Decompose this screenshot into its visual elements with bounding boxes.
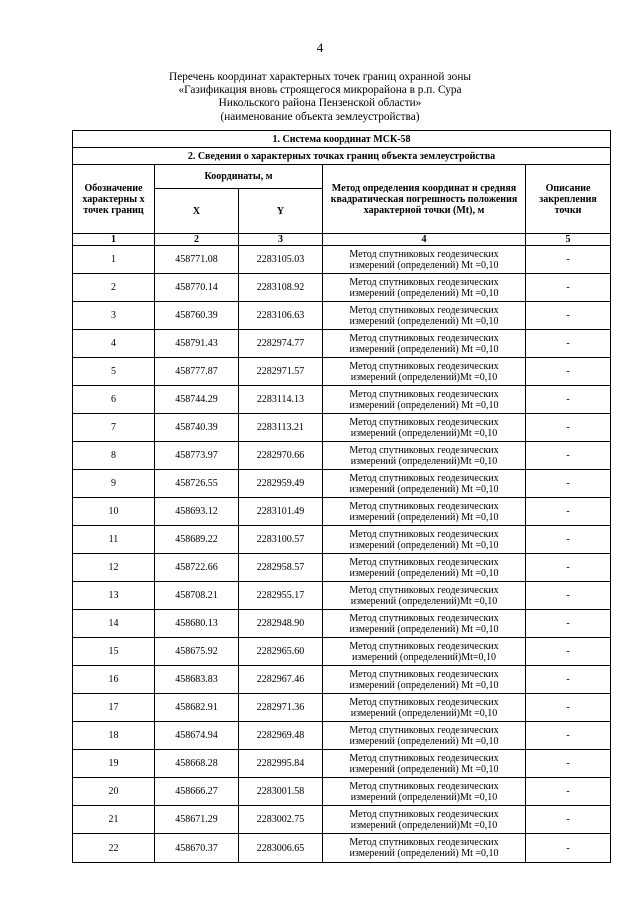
method-line: Метод спутниковых геодезических	[349, 304, 499, 316]
y-coordinate-cell: 2283114.13	[239, 386, 323, 414]
method-cell	[323, 498, 526, 526]
table-row	[73, 498, 611, 526]
x-coordinate-cell: 458693.12	[155, 498, 239, 526]
y-coordinate-cell: 2283100.57	[239, 526, 323, 554]
method-cell	[323, 246, 526, 274]
y-coordinate-cell: 2282958.57	[239, 554, 323, 582]
x-coordinate-cell: 458666.27	[155, 778, 239, 806]
method-line: измерений (определений) Mt =0,10	[349, 259, 499, 271]
method-line: измерений (определений)Mt =0,10	[350, 427, 498, 439]
y-coordinate-cell: 2282955.17	[239, 582, 323, 610]
description-cell: -	[526, 666, 611, 694]
y-coordinate-cell: 2283001.58	[239, 778, 323, 806]
point-number-cell: 11	[73, 526, 155, 554]
x-coordinate-cell: 458680.13	[155, 610, 239, 638]
table-row	[73, 554, 611, 582]
method-line: Метод спутниковых геодезических	[349, 837, 499, 848]
table-row	[73, 778, 611, 806]
x-coordinate-cell: 458682.91	[155, 694, 239, 722]
column-number: 2	[155, 234, 239, 246]
y-coordinate-cell: 2282974.77	[239, 330, 323, 358]
y-coordinate-cell: 2282969.48	[239, 722, 323, 750]
table-row	[73, 302, 611, 330]
coordinates-table	[72, 130, 611, 863]
section-info-row: 2. Сведения о характерных точках границ объекта землеустройства	[73, 148, 611, 165]
method-line: Метод спутниковых геодезических	[349, 640, 499, 652]
method-line: Метод спутниковых геодезических	[349, 752, 499, 764]
heading-line: «Газификация вновь строящегося микрорайона в р.п. Сура	[178, 84, 462, 97]
description-cell: -	[526, 526, 611, 554]
description-cell: -	[526, 470, 611, 498]
point-number-cell: 15	[73, 638, 155, 666]
x-coordinate-cell: 458722.66	[155, 554, 239, 582]
method-line: измерений (определений)Mt =0,10	[350, 707, 498, 719]
description-cell: -	[526, 554, 611, 582]
header-description: Описание закрепления точки	[526, 165, 611, 234]
x-coordinate-cell: 458771.08	[155, 246, 239, 274]
y-coordinate-cell: 2283106.63	[239, 302, 323, 330]
method-cell	[323, 694, 526, 722]
method-line: измерений (определений) Mt =0,10	[349, 735, 499, 747]
table-row	[73, 694, 611, 722]
column-number: 3	[239, 234, 323, 246]
point-number-cell: 7	[73, 414, 155, 442]
x-coordinate-cell: 458708.21	[155, 582, 239, 610]
x-coordinate-cell: 458683.83	[155, 666, 239, 694]
x-coordinate-cell: 458670.37	[155, 834, 239, 863]
method-cell	[323, 358, 526, 386]
method-line: измерений (определений) Mt =0,10	[349, 567, 499, 579]
method-line: Метод спутниковых геодезических	[349, 612, 499, 624]
point-number-cell: 1	[73, 246, 155, 274]
x-coordinate-cell: 458689.22	[155, 526, 239, 554]
method-line: Метод спутниковых геодезических	[349, 528, 499, 540]
table-row	[73, 834, 611, 863]
x-coordinate-cell: 458674.94	[155, 722, 239, 750]
header-coordinates: Координаты, м	[155, 165, 323, 189]
x-coordinate-cell: 458773.97	[155, 442, 239, 470]
method-cell	[323, 414, 526, 442]
method-cell	[323, 274, 526, 302]
y-coordinate-cell: 2282970.66	[239, 442, 323, 470]
method-line: Метод спутниковых геодезических	[349, 556, 499, 568]
x-coordinate-cell: 458744.29	[155, 386, 239, 414]
method-cell	[323, 582, 526, 610]
y-coordinate-cell: 2282971.57	[239, 358, 323, 386]
method-line: измерений (определений) Mt =0,10	[349, 287, 499, 299]
y-coordinate-cell: 2283002.75	[239, 806, 323, 834]
table-row	[73, 274, 611, 302]
method-line: измерений (определений) Mt =0,10	[349, 511, 499, 523]
method-line: измерений (определений) Mt =0,10	[349, 343, 499, 355]
description-cell: -	[526, 638, 611, 666]
method-line: измерений (определений)Mt =0,10	[350, 595, 498, 607]
document-heading	[130, 71, 510, 124]
x-coordinate-cell: 458675.92	[155, 638, 239, 666]
point-number-cell: 19	[73, 750, 155, 778]
table-row	[73, 750, 611, 778]
point-number-cell: 17	[73, 694, 155, 722]
table-row	[73, 610, 611, 638]
method-line: измерений (определений) Mt =0,10	[349, 539, 499, 551]
header-y: Y	[239, 189, 323, 234]
method-line: Метод спутниковых геодезических	[349, 416, 499, 428]
description-cell: -	[526, 246, 611, 274]
description-cell: -	[526, 442, 611, 470]
table-row	[73, 470, 611, 498]
table-row	[73, 806, 611, 834]
y-coordinate-cell: 2283108.92	[239, 274, 323, 302]
point-number-cell: 3	[73, 302, 155, 330]
method-line: измерений (определений) Mt =0,10	[349, 848, 499, 859]
method-cell	[323, 778, 526, 806]
header-x: X	[155, 189, 239, 234]
method-line: измерений (определений)Mt=0,10	[351, 651, 497, 663]
y-coordinate-cell: 2283101.49	[239, 498, 323, 526]
method-cell	[323, 526, 526, 554]
coordinate-system-row: 1. Система координат МСК-58	[73, 131, 611, 148]
method-line: Метод спутниковых геодезических	[349, 780, 499, 792]
point-number-cell: 16	[73, 666, 155, 694]
x-coordinate-cell: 458740.39	[155, 414, 239, 442]
description-cell: -	[526, 274, 611, 302]
table-row	[73, 246, 611, 274]
method-line: Метод спутниковых геодезических	[349, 360, 499, 372]
description-cell: -	[526, 582, 611, 610]
method-line: Метод спутниковых геодезических	[349, 668, 499, 680]
description-cell: -	[526, 694, 611, 722]
x-coordinate-cell: 458777.87	[155, 358, 239, 386]
point-number-cell: 4	[73, 330, 155, 358]
method-cell	[323, 554, 526, 582]
y-coordinate-cell: 2282965.60	[239, 638, 323, 666]
heading-caption: (наименование объекта землеустройства)	[220, 110, 420, 123]
table-row	[73, 442, 611, 470]
x-coordinate-cell: 458770.14	[155, 274, 239, 302]
table-row	[73, 526, 611, 554]
point-number-cell: 2	[73, 274, 155, 302]
method-cell	[323, 666, 526, 694]
point-number-cell: 13	[73, 582, 155, 610]
x-coordinate-cell: 458726.55	[155, 470, 239, 498]
point-number-cell: 22	[73, 834, 155, 863]
point-number-cell: 14	[73, 610, 155, 638]
table-row	[73, 414, 611, 442]
description-cell: -	[526, 778, 611, 806]
heading-line: Перечень координат характерных точек границ охранной зоны	[169, 71, 471, 83]
table-row	[73, 666, 611, 694]
header-method: Метод определения координат и средняя квадратическая погрешность положения характерной точки (Mt), м	[323, 165, 526, 234]
table-row	[73, 638, 611, 666]
method-cell	[323, 330, 526, 358]
point-number-cell: 10	[73, 498, 155, 526]
table-row	[73, 582, 611, 610]
method-line: Метод спутниковых геодезических	[349, 584, 499, 596]
point-number-cell: 18	[73, 722, 155, 750]
description-cell: -	[526, 610, 611, 638]
description-cell: -	[526, 330, 611, 358]
method-line: Метод спутниковых геодезических	[349, 472, 499, 484]
method-line: измерений (определений)Mt =0,10	[350, 455, 498, 467]
method-cell	[323, 470, 526, 498]
method-line: измерений (определений) Mt =0,10	[349, 623, 499, 635]
method-line: Метод спутниковых геодезических	[349, 808, 499, 820]
description-cell: -	[526, 834, 611, 863]
table-row	[73, 386, 611, 414]
method-line: измерений (определений)Mt =0,10	[350, 819, 498, 831]
method-line: Метод спутниковых геодезических	[349, 696, 499, 708]
point-number-cell: 21	[73, 806, 155, 834]
method-cell	[323, 610, 526, 638]
column-number: 1	[73, 234, 155, 246]
method-line: Метод спутниковых геодезических	[349, 444, 499, 456]
y-coordinate-cell: 2283006.65	[239, 834, 323, 863]
method-line: измерений (определений) Mt =0,10	[349, 483, 499, 495]
method-line: Метод спутниковых геодезических	[349, 276, 499, 288]
page-number: 4	[316, 40, 324, 55]
method-line: измерений (определений)Mt =0,10	[350, 791, 498, 803]
description-cell: -	[526, 750, 611, 778]
point-number-cell: 5	[73, 358, 155, 386]
y-coordinate-cell: 2282948.90	[239, 610, 323, 638]
x-coordinate-cell: 458791.43	[155, 330, 239, 358]
y-coordinate-cell: 2282959.49	[239, 470, 323, 498]
description-cell: -	[526, 386, 611, 414]
description-cell: -	[526, 722, 611, 750]
method-line: Метод спутниковых геодезических	[349, 388, 499, 400]
header-designation: Обозначение характерны х точек границ	[73, 165, 155, 234]
x-coordinate-cell: 458671.29	[155, 806, 239, 834]
description-cell: -	[526, 414, 611, 442]
column-number: 4	[323, 234, 526, 246]
table-row	[73, 330, 611, 358]
table-row	[73, 358, 611, 386]
method-line: Метод спутниковых геодезических	[349, 248, 499, 260]
description-cell: -	[526, 498, 611, 526]
method-cell	[323, 750, 526, 778]
description-cell: -	[526, 358, 611, 386]
method-line: Метод спутниковых геодезических	[349, 332, 499, 344]
point-number-cell: 12	[73, 554, 155, 582]
method-cell	[323, 442, 526, 470]
method-line: измерений (определений) Mt =0,10	[349, 763, 499, 775]
method-line: измерений (определений) Mt =0,10	[349, 315, 499, 327]
method-cell	[323, 302, 526, 330]
method-line: измерений (определений) Mt =0,10	[349, 399, 499, 411]
heading-line: Никольского района Пензенской области»	[218, 97, 422, 110]
method-cell	[323, 386, 526, 414]
method-line: Метод спутниковых геодезических	[349, 724, 499, 736]
x-coordinate-cell: 458760.39	[155, 302, 239, 330]
method-line: Метод спутниковых геодезических	[349, 500, 499, 512]
point-number-cell: 20	[73, 778, 155, 806]
y-coordinate-cell: 2283105.03	[239, 246, 323, 274]
method-cell	[323, 806, 526, 834]
x-coordinate-cell: 458668.28	[155, 750, 239, 778]
y-coordinate-cell: 2282971.36	[239, 694, 323, 722]
point-number-cell: 9	[73, 470, 155, 498]
method-cell	[323, 834, 526, 863]
y-coordinate-cell: 2282995.84	[239, 750, 323, 778]
description-cell: -	[526, 302, 611, 330]
method-cell	[323, 722, 526, 750]
point-number-cell: 6	[73, 386, 155, 414]
method-cell	[323, 638, 526, 666]
y-coordinate-cell: 2282967.46	[239, 666, 323, 694]
description-cell: -	[526, 806, 611, 834]
method-line: измерений (определений)Mt =0,10	[350, 371, 498, 383]
table-row	[73, 722, 611, 750]
method-line: измерений (определений) Mt =0,10	[349, 679, 499, 691]
column-number: 5	[526, 234, 611, 246]
point-number-cell: 8	[73, 442, 155, 470]
y-coordinate-cell: 2283113.21	[239, 414, 323, 442]
